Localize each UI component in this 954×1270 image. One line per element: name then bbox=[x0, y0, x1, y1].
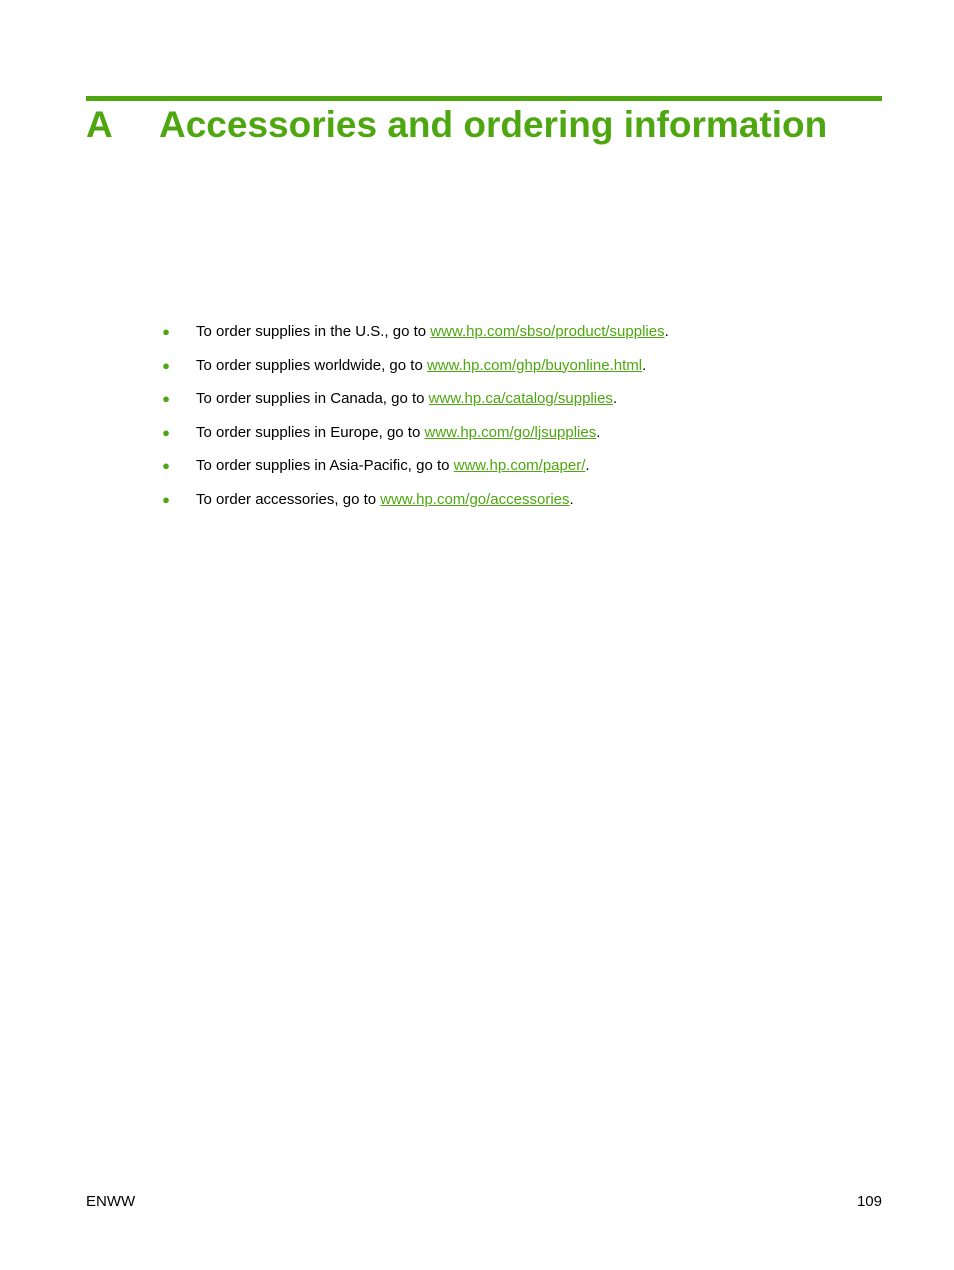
list-item bbox=[160, 385, 669, 419]
bullet-dot-icon: ● bbox=[162, 357, 170, 373]
supplies-canada-link[interactable]: www.hp.ca/catalog/supplies bbox=[428, 390, 613, 408]
list-item-text: To order supplies in Asia-Pacific, go to bbox=[196, 457, 454, 475]
supplies-us-link[interactable]: www.hp.com/sbso/product/supplies bbox=[430, 323, 665, 340]
list-item-punctuation: . bbox=[642, 356, 647, 374]
list-item-text: To order supplies worldwide, go to bbox=[196, 356, 427, 374]
bullet-dot-icon: ● bbox=[162, 491, 170, 507]
list-item-text: To order supplies in Canada, go to bbox=[196, 390, 429, 408]
accessories-link[interactable]: www.hp.com/go/accessories bbox=[380, 490, 570, 508]
list-item-punctuation: . bbox=[596, 423, 601, 441]
chapter-letter: A bbox=[86, 104, 113, 145]
list-item-text: To order supplies in Europe, go to bbox=[196, 423, 425, 441]
list-item-text: To order accessories, go to bbox=[196, 490, 381, 508]
bullet-dot-icon: ● bbox=[162, 391, 170, 407]
supplies-asia-pacific-link[interactable]: www.hp.com/paper/ bbox=[453, 457, 586, 475]
list-item-punctuation: . bbox=[585, 457, 590, 475]
page-number: 109 bbox=[856, 1193, 882, 1210]
ordering-links-list bbox=[160, 318, 669, 520]
list-item-punctuation: . bbox=[664, 323, 669, 340]
bullet-dot-icon: ● bbox=[162, 458, 170, 474]
list-item-punctuation: . bbox=[569, 490, 574, 508]
list-item bbox=[160, 486, 669, 520]
chapter-title: Accessories and ordering information bbox=[159, 104, 828, 145]
list-item-text: To order supplies in the U.S., go to bbox=[196, 323, 431, 340]
bullet-dot-icon: ● bbox=[162, 324, 170, 339]
list-item bbox=[160, 452, 669, 486]
list-item bbox=[160, 318, 669, 352]
bullet-dot-icon: ● bbox=[162, 424, 170, 440]
list-item bbox=[160, 352, 669, 386]
list-item-punctuation: . bbox=[612, 390, 618, 408]
chapter-heading bbox=[86, 100, 827, 150]
supplies-europe-link[interactable]: www.hp.com/go/ljsupplies bbox=[424, 423, 597, 441]
list-item bbox=[160, 419, 669, 453]
footer-label: ENWW bbox=[86, 1193, 136, 1210]
supplies-worldwide-link[interactable]: www.hp.com/ghp/buyonline.html bbox=[426, 356, 643, 374]
